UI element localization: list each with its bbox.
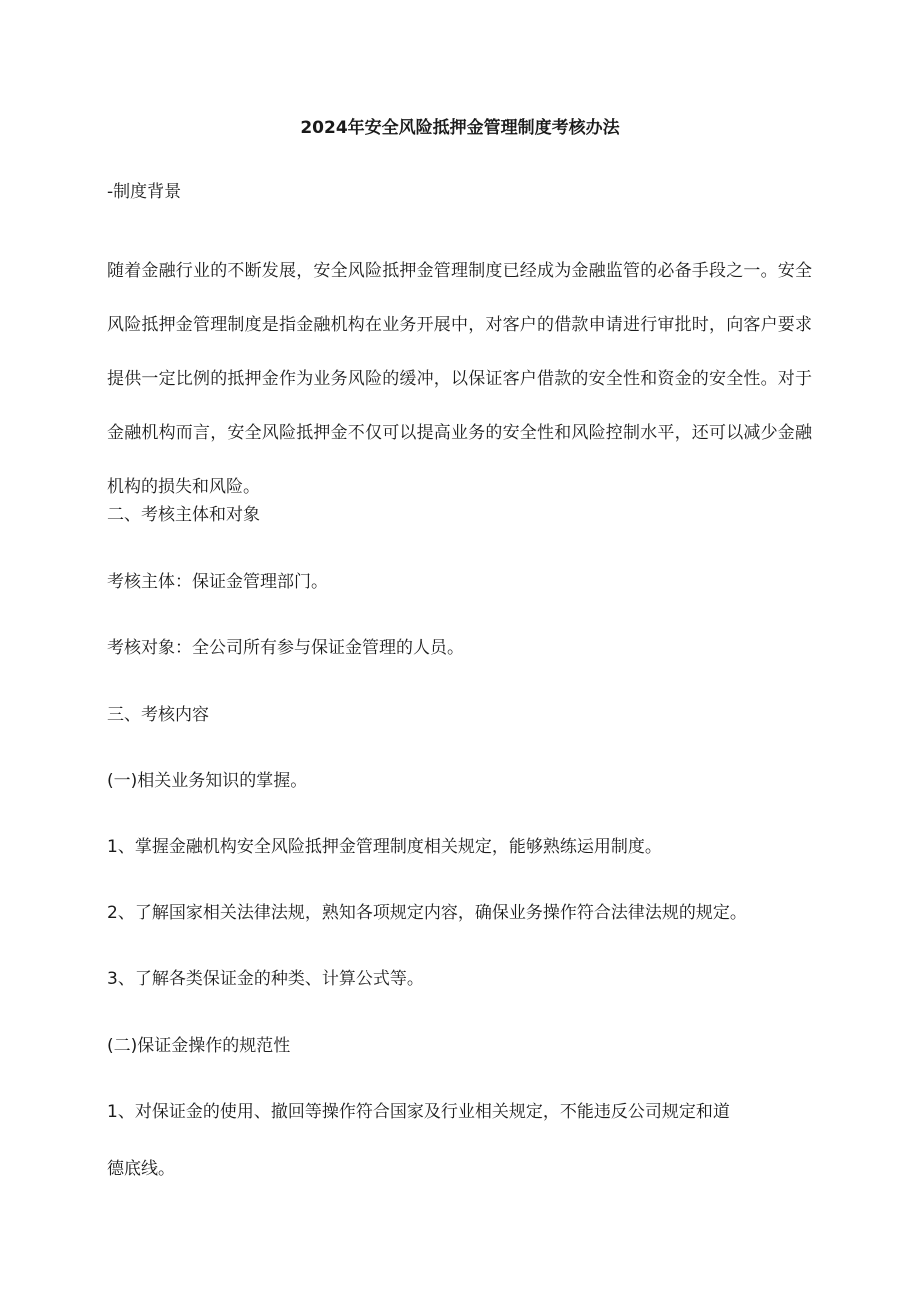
subsection-heading-knowledge: (一)相关业务知识的掌握。 — [107, 771, 308, 791]
section-heading-content: 三、考核内容 — [107, 705, 209, 725]
assessment-object: 考核对象：全公司所有参与保证金管理的人员。 — [107, 638, 464, 658]
background-paragraph: 随着金融行业的不断发展，安全风险抵押金管理制度已经成为金融监管的必备手段之一。安全风险抵押金管理制度是指金融机构在业务开展中，对客户的借款申请进行审批时，向客户要求提供一定比例的抵押金作为业务风险的缓冲，以保证客户借款的安全性和资金的安全性。对于金融机构而言，安全风险抵押金不仅可以提高业务的安全性和风险控制水平，还可以减少金融机构的损失和风险。 — [107, 261, 812, 497]
section-heading-background: -制度背景 — [107, 182, 182, 202]
subsection-heading-operations: (二)保证金操作的规范性 — [107, 1036, 291, 1056]
document-title: 2024年安全风险抵押金管理制度考核办法 — [300, 118, 620, 138]
list-item: 1、对保证金的使用、撤回等操作符合国家及行业相关规定，不能违反公司规定和道 — [107, 1102, 730, 1122]
list-item: 1、掌握金融机构安全风险抵押金管理制度相关规定，能够熟练运用制度。 — [107, 837, 662, 857]
assessment-subject: 考核主体：保证金管理部门。 — [107, 572, 328, 592]
list-item: 3、了解各类保证金的种类、计算公式等。 — [107, 969, 424, 989]
list-item: 2、了解国家相关法律法规，熟知各项规定内容，确保业务操作符合法律法规的规定。 — [107, 903, 747, 923]
list-item-continuation: 德底线。 — [107, 1159, 175, 1179]
section-heading-subject-object: 二、考核主体和对象 — [107, 505, 260, 525]
